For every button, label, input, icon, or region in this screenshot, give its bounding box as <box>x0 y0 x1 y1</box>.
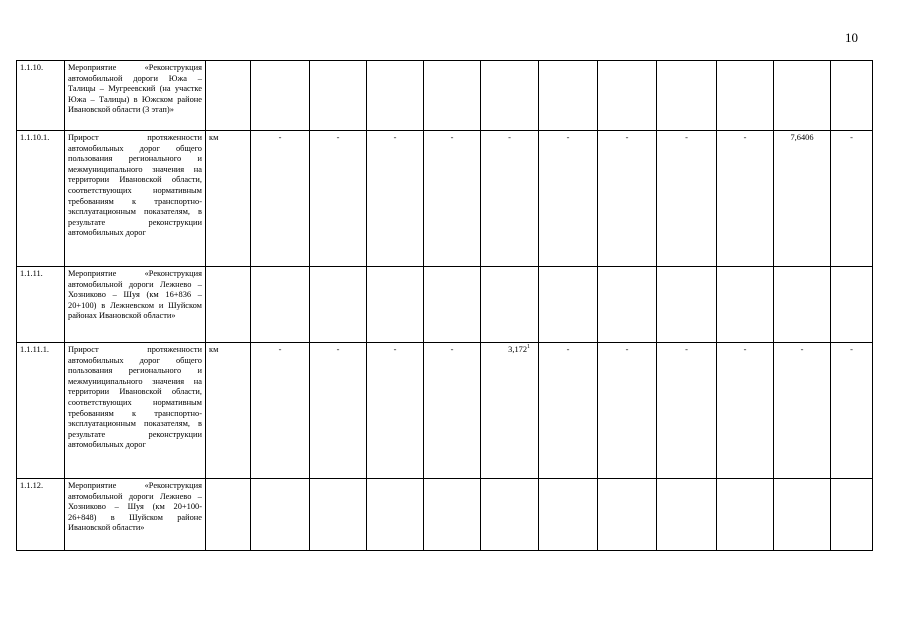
value-cell <box>717 343 774 479</box>
value-cell <box>424 479 481 551</box>
value-cell <box>367 267 424 343</box>
value-text: - <box>743 133 747 142</box>
value-cell <box>251 131 310 267</box>
row-unit <box>206 479 251 551</box>
value-text: - <box>393 133 397 142</box>
value-cell <box>717 479 774 551</box>
table-row <box>17 343 873 479</box>
row-unit: км <box>206 343 251 479</box>
value-cell <box>424 61 481 131</box>
value-cell <box>717 267 774 343</box>
value-cell <box>774 343 831 479</box>
value-cell <box>774 131 831 267</box>
value-cell <box>657 479 717 551</box>
value-cell <box>539 267 598 343</box>
row-description: Мероприятие «Реконструкция автомобильной дороги Лежнево – Хозниково – Шуя (км 20+100-26+848) в Шуйском районе Ивановской области» <box>65 479 206 551</box>
value-text: - <box>278 345 282 354</box>
table-row <box>17 131 873 267</box>
value-cell <box>539 343 598 479</box>
value-text: 3,172 <box>508 345 527 354</box>
value-cell <box>310 267 367 343</box>
value-cell <box>774 61 831 131</box>
value-cell <box>539 61 598 131</box>
footnote-marker: 1 <box>527 344 530 351</box>
value-cell <box>774 267 831 343</box>
value-cell <box>424 343 481 479</box>
value-text: - <box>278 133 282 142</box>
value-cell <box>831 131 873 267</box>
row-description: Прирост протяженности автомобильных дорог общего пользования регионального и межмуниципального значения на территории Ивановской области, соответствующих нормативным требованиям к транспортно-эксплуатационным показателям, в результате реконструкции автомобильных дорог <box>65 131 206 267</box>
value-text: - <box>850 345 853 354</box>
value-text: - <box>450 345 454 354</box>
value-text: - <box>566 345 570 354</box>
page-number: 10 <box>845 30 858 45</box>
row-unit <box>206 267 251 343</box>
value-text: - <box>508 133 511 142</box>
value-cell <box>251 61 310 131</box>
value-cell <box>831 267 873 343</box>
value-cell <box>367 61 424 131</box>
row-description: Мероприятие «Реконструкция автомобильной дороги Южа – Талицы – Мугреевский (на участке Южа – Талицы) в Южском районе Ивановской области (3 этап)» <box>65 61 206 131</box>
value-text: - <box>743 345 747 354</box>
value-text: - <box>685 133 688 142</box>
row-unit <box>206 61 251 131</box>
row-code: 1.1.10.1. <box>17 131 65 267</box>
value-text: - <box>685 345 688 354</box>
table-row <box>17 61 873 131</box>
value-text: - <box>393 345 397 354</box>
value-cell <box>251 479 310 551</box>
value-text: - <box>336 345 340 354</box>
value-cell <box>598 131 657 267</box>
value-text: - <box>850 133 853 142</box>
value-text: - <box>450 133 454 142</box>
value-cell <box>598 267 657 343</box>
row-code: 1.1.11.1. <box>17 343 65 479</box>
value-cell <box>251 267 310 343</box>
value-cell <box>539 131 598 267</box>
value-cell <box>481 267 539 343</box>
value-cell <box>367 131 424 267</box>
value-text: - <box>336 133 340 142</box>
table-row <box>17 267 873 343</box>
value-cell <box>598 479 657 551</box>
row-code: 1.1.12. <box>17 479 65 551</box>
value-cell <box>539 479 598 551</box>
row-code: 1.1.11. <box>17 267 65 343</box>
value-cell <box>481 61 539 131</box>
value-cell <box>598 343 657 479</box>
value-cell <box>251 343 310 479</box>
value-cell <box>481 343 539 479</box>
value-cell <box>310 479 367 551</box>
value-cell <box>657 343 717 479</box>
value-cell <box>598 61 657 131</box>
row-description: Мероприятие «Реконструкция автомобильной дороги Лежнево – Хозниково – Шуя (км 16+836 – 20+100) в Лежневском и Шуйском районах Ивановской области» <box>65 267 206 343</box>
value-text: 7,6406 <box>790 133 814 142</box>
value-cell <box>831 479 873 551</box>
indicators-table <box>16 60 873 551</box>
value-cell <box>774 479 831 551</box>
value-cell <box>481 479 539 551</box>
value-cell <box>717 131 774 267</box>
value-cell <box>657 131 717 267</box>
value-cell <box>310 131 367 267</box>
value-cell <box>717 61 774 131</box>
value-cell <box>367 343 424 479</box>
value-cell <box>424 267 481 343</box>
value-cell <box>310 343 367 479</box>
table-row <box>17 479 873 551</box>
value-cell <box>831 343 873 479</box>
value-text: - <box>566 133 570 142</box>
value-cell <box>424 131 481 267</box>
row-code: 1.1.10. <box>17 61 65 131</box>
value-text: - <box>625 345 629 354</box>
row-unit: км <box>206 131 251 267</box>
value-cell <box>657 267 717 343</box>
value-text: - <box>800 345 804 354</box>
value-cell <box>310 61 367 131</box>
value-text: - <box>625 133 629 142</box>
value-cell <box>831 61 873 131</box>
value-cell <box>481 131 539 267</box>
row-description: Прирост протяженности автомобильных дорог общего пользования регионального и межмуниципального значения на территории Ивановской области, соответствующих нормативным требованиям к транспортно-эксплуатационным показателям, в результате реконструкции автомобильных дорог <box>65 343 206 479</box>
value-cell <box>367 479 424 551</box>
value-cell <box>657 61 717 131</box>
